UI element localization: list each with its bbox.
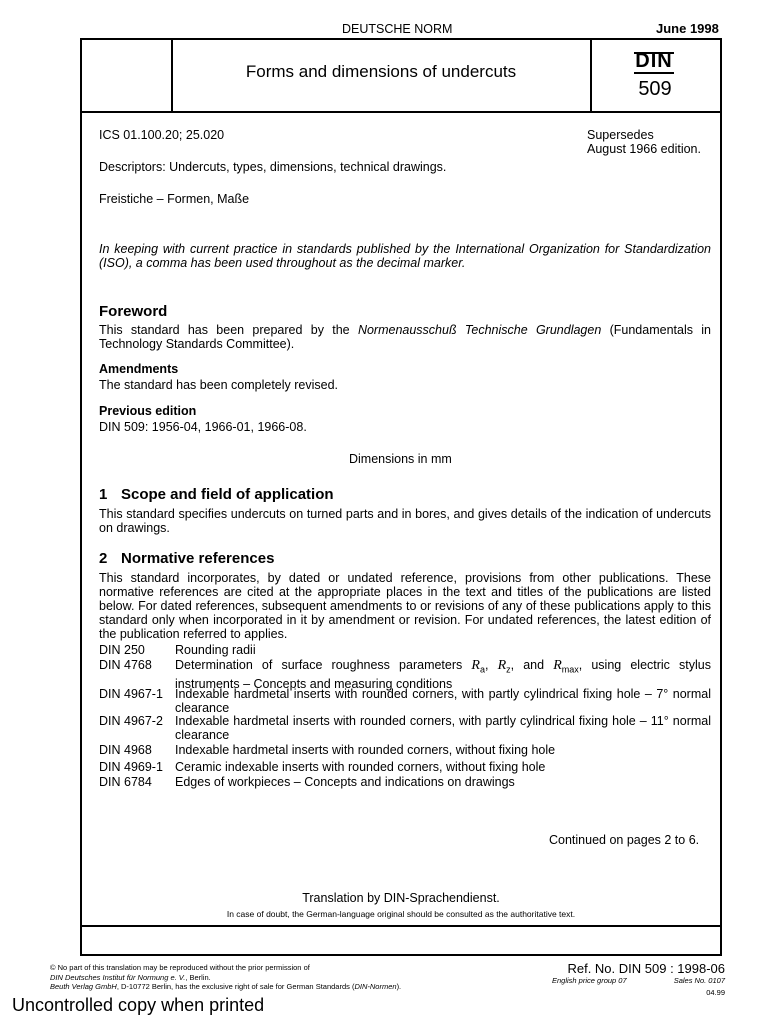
copyright-line-2 [50, 973, 520, 983]
reference-row [99, 743, 711, 757]
reference-description: Indexable hardmetal inserts with rounded corners, without fixing hole [175, 743, 556, 757]
reference-code: DIN 4768 [99, 658, 152, 672]
reference-description: Rounding radii [175, 643, 256, 657]
norm-label: DEUTSCHE NORM [342, 22, 453, 36]
reference-code: DIN 4967-1 [99, 687, 163, 701]
uncontrolled-copy-watermark: Uncontrolled copy when printed [12, 995, 265, 1015]
translation-credit: Translation by DIN-Sprachendienst. [302, 891, 500, 905]
copyright-notice [50, 963, 520, 992]
iso-decimal-note: In keeping with current practice in standards published by the International Organization for Standardization (ISO), a comma has been used throughout as the decimal marker. [99, 242, 711, 270]
translation-bottom-rule [80, 925, 722, 927]
sub-z: z [506, 664, 511, 675]
symbol-r: R [497, 658, 507, 673]
german-title: Freistiche – Formen, Maße [99, 192, 250, 206]
section-1-text: This standard specifies undercuts on turned parts and in bores, and gives details of the indication of undercuts on drawings. [99, 507, 711, 535]
section-2-number: 2 [99, 550, 108, 567]
copyright-line-3 [50, 982, 520, 992]
reference-description [175, 658, 711, 691]
supersedes-edition: August 1966 edition. [587, 142, 701, 156]
amendments-heading: Amendments [99, 362, 179, 376]
continued-note: Continued on pages 2 to 6. [549, 833, 700, 847]
supersedes-label: Supersedes [587, 128, 654, 142]
copyright-line-2-rest: , Berlin. [185, 972, 211, 982]
title-bottom-rule [80, 111, 722, 113]
amendments-text: The standard has been completely revised. [99, 378, 339, 392]
reference-description: Indexable hardmetal inserts with rounded corners, with partly cylindrical fixing hole – 7° normal clearance [175, 687, 711, 715]
section-2-heading [99, 550, 274, 567]
previous-edition-text: DIN 509: 1956-04, 1966-01, 1966-08. [99, 420, 307, 434]
reference-row [99, 643, 711, 657]
foreword-text-before: This standard has been prepared by the [99, 323, 358, 337]
reference-row [99, 760, 711, 774]
symbol-r: R [553, 658, 562, 673]
symbol-r: R [471, 658, 480, 673]
reference-description: Ceramic indexable inserts with rounded corners, without fixing hole [175, 760, 546, 774]
document-title: Forms and dimensions of undercuts [245, 62, 517, 81]
reference-description: Indexable hardmetal inserts with rounded corners, with partly cylindrical fixing hole – 11° normal clearance [175, 714, 711, 742]
publication-date: June 1998 [656, 21, 719, 36]
dimensions-note: Dimensions in mm [349, 452, 452, 466]
foreword-text [99, 323, 711, 351]
reference-description: Edges of workpieces – Concepts and indications on drawings [175, 775, 515, 789]
din-number: 509 [638, 78, 672, 100]
reference-row [99, 775, 711, 789]
ref-and: , and [510, 658, 554, 672]
committee-name: Normenausschuß Technische Grundlagen [357, 323, 602, 337]
previous-edition-heading: Previous edition [99, 404, 197, 418]
reference-row [99, 714, 711, 742]
sub-a: a [479, 664, 485, 675]
reference-number: Ref. No. DIN 509 : 1998-06 [567, 961, 725, 976]
foreword-text-after: (Fundamentals in Technology Standards Committee). [99, 323, 711, 351]
price-group: English price group 07 [552, 976, 627, 985]
copyright-line-3-mid: , D-10772 Berlin, has the exclusive right of sale for German Standards ( [116, 982, 355, 991]
section-1-number: 1 [99, 486, 108, 503]
descriptors: Descriptors: Undercuts, types, dimensions, technical drawings. [99, 160, 447, 174]
section-2-text: This standard incorporates, by dated or undated reference, provisions from other publications. These normative references are cited at the appropriate places in the text and titles of the publications are listed below. For dated references, subsequent amendments to or revisions of any of these publications apply to this standard only when incorporated in it by amendment or revision. For undated references, the latest edition of the publication referred to applies. [99, 571, 711, 641]
sub-max: max [561, 664, 579, 675]
section-1-title: Scope and field of application [121, 486, 334, 503]
ics-code: ICS 01.100.20; 25.020 [99, 128, 225, 142]
reference-code: DIN 4969-1 [99, 760, 163, 774]
reference-row [99, 658, 711, 691]
section-2-title: Normative references [121, 550, 275, 567]
din-logo: DIN [632, 50, 676, 73]
reference-code: DIN 250 [99, 643, 145, 657]
ref-comma: , [484, 658, 498, 672]
din-normen: DIN-Normen [354, 982, 397, 991]
copyright-line-1: © No part of this translation may be reproduced without the prior permission of [50, 963, 310, 972]
ref-text-b: , using electric stylus instruments – Concepts and measuring conditions [175, 658, 711, 691]
reference-code: DIN 4968 [99, 743, 152, 757]
title-divider-right [590, 38, 592, 112]
edition-code: 04.99 [706, 988, 725, 997]
sales-number: Sales No. 0107 [673, 976, 725, 985]
din-institute: DIN Deutsches Institut für Normung e. V. [50, 972, 186, 982]
beuth-verlag: Beuth Verlag GmbH [50, 982, 117, 991]
copyright-line-3-end: ). [396, 982, 402, 991]
reference-row [99, 687, 711, 715]
authoritative-text-note: In case of doubt, the German-language original should be consulted as the authoritative text. [226, 909, 576, 919]
section-1-heading [99, 486, 334, 503]
foreword-heading: Foreword [99, 303, 168, 320]
reference-code: DIN 4967-2 [99, 714, 163, 728]
reference-code: DIN 6784 [99, 775, 152, 789]
ref-text-a: Determination of surface roughness parameters [175, 658, 472, 672]
